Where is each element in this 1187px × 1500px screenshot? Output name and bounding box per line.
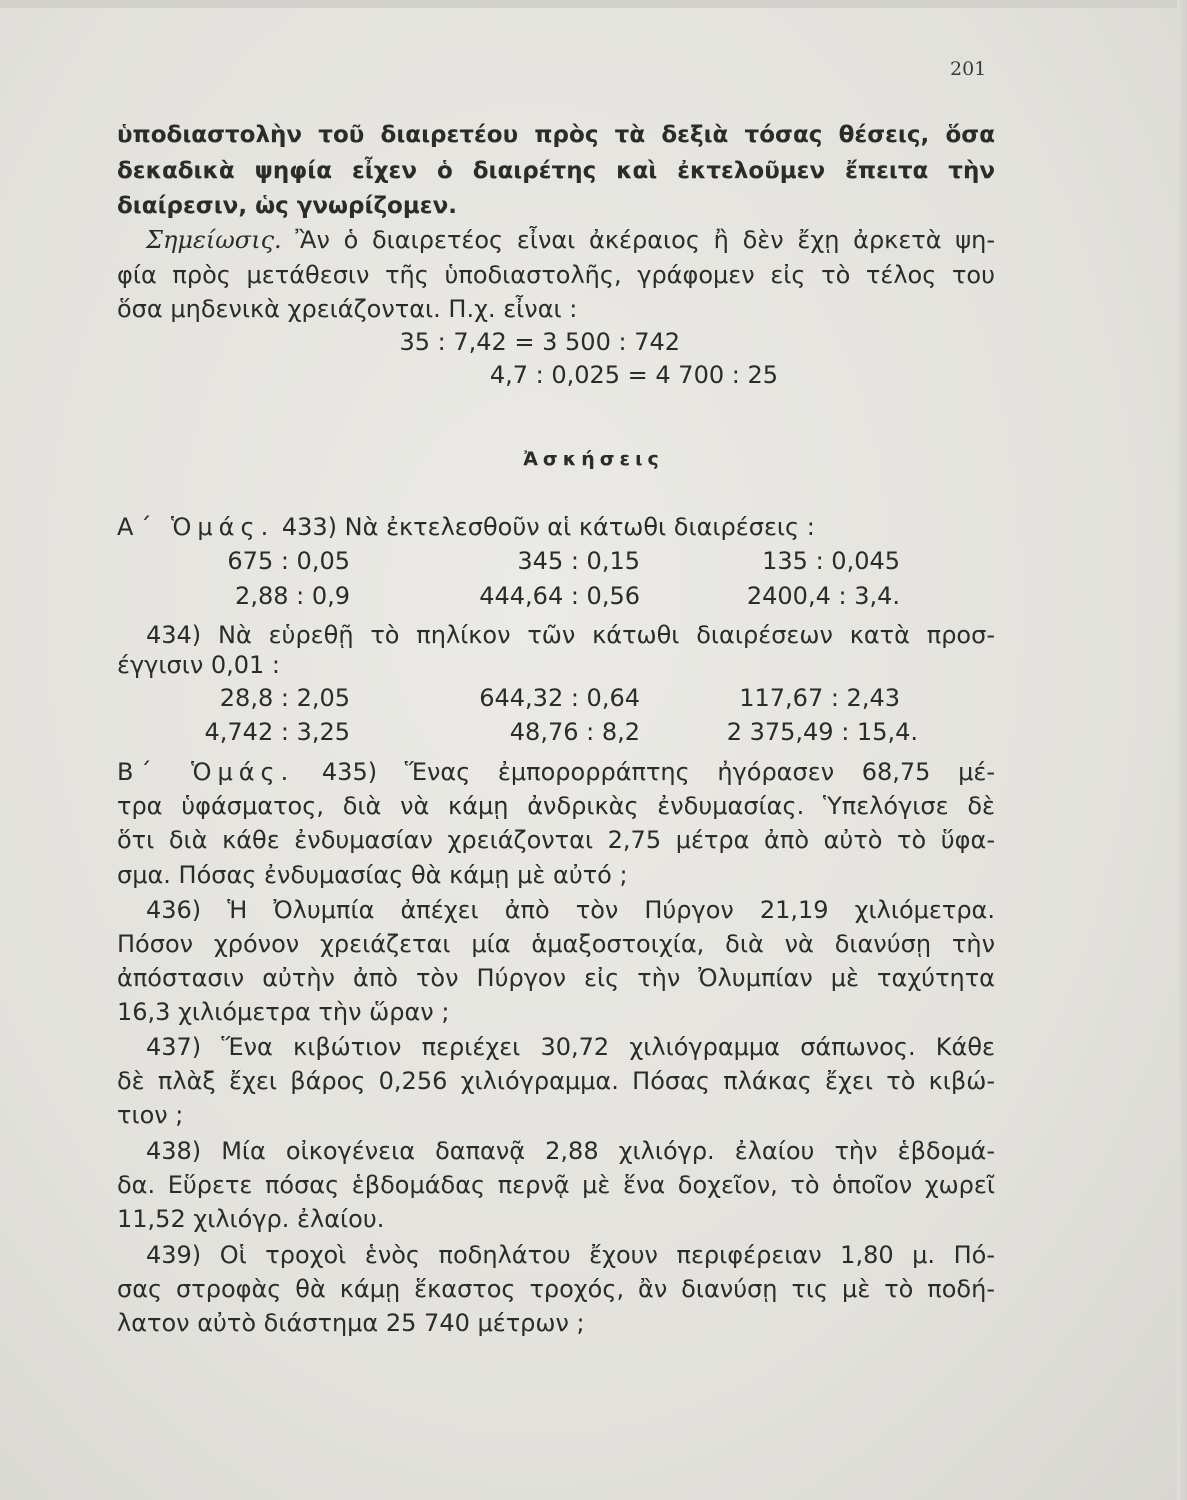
exercise-434-line-1: 434) Νὰ εὑρεθῇ τὸ πηλίκον τῶν κάτωθι διαιρέσεων κατὰ προσ- <box>146 621 995 649</box>
group-b-label: Β΄ Ὁμάς. <box>117 758 295 786</box>
division-cell: 644,32 : 0,64 <box>479 684 640 712</box>
division-cell: 2,88 : 0,9 <box>235 582 350 610</box>
exercise-438-line-1: 438) Μία οἰκογένεια δαπανᾷ 2,88 χιλιόγρ. ἐλαίου τὴν ἑβδομά- <box>146 1137 995 1165</box>
intro-line-1: ὑποδιαστολὴν τοῦ διαιρετέου πρὸς τὰ δεξιὰ τόσας θέσεις, ὅσα <box>117 122 995 148</box>
exercise-439-line-3: λατον αὐτὸ διάστημα 25 740 μέτρων ; <box>117 1309 585 1337</box>
page-number: 201 <box>950 58 987 80</box>
exercise-433-text: 433) Νὰ ἐκτελεσθοῦν αἱ κάτωθι διαιρέσεις : <box>281 513 815 541</box>
note-line-2: φία πρὸς μετάθεσιν τῆς ὑποδιαστολῆς, γράφομεν εἰς τὸ τέλος του <box>117 261 995 289</box>
note-line-1 <box>146 225 995 255</box>
exercise-434-line-2: έγγισιν 0,01 : <box>117 651 281 679</box>
exercise-437-line-2: δὲ πλὰξ ἔχει βάρος 0,256 χιλιόγραμμα. Πόσας πλάκας ἔχει τὸ κιβώ- <box>117 1067 995 1095</box>
note-equation-2: 4,7 : 0,025 = 4 700 : 25 <box>489 361 778 389</box>
exercise-437-line-3: τιον ; <box>117 1101 184 1129</box>
exercise-436-line-1: 436) Ἡ Ὀλυμπία ἀπέχει ἀπὸ τὸν Πύργον 21,19 χιλιόμετρα. <box>146 896 995 924</box>
note-label: Σημείωσις. <box>146 226 282 254</box>
intro-line-2: δεκαδικὰ ψηφία εἶχεν ὁ διαιρέτης καὶ ἐκτελοῦμεν ἔπειτα τὴν <box>117 158 995 184</box>
intro-line-3: διαίρεσιν, ὡς γνωρίζομεν. <box>117 193 457 219</box>
exercise-435-line-3: ὅτι διὰ κάθε ἐνδυμασίαν χρειάζονται 2,75 μέτρα ἀπὸ αὐτὸ τὸ ὕφα- <box>117 826 995 854</box>
exercise-436-line-3: ἀπόστασιν αὐτὴν ἀπὸ τὸν Πύργον εἰς τὴν Ὀλυμπίαν μὲ ταχύτητα <box>117 964 995 992</box>
division-cell: 48,76 : 8,2 <box>509 718 640 746</box>
note-line-3: ὅσα μηδενικὰ χρειάζονται. Π.χ. εἶναι : <box>117 295 578 323</box>
division-cell: 135 : 0,045 <box>762 547 900 575</box>
division-cell: 117,67 : 2,43 <box>739 684 900 712</box>
scan-edge-top <box>0 0 1187 8</box>
exercise-439-line-1: 439) Οἱ τροχοὶ ἑνὸς ποδηλάτου ἔχουν περιφέρειαν 1,80 μ. Πό- <box>146 1241 995 1269</box>
exercise-435-line-2: τρα ὑφάσματος, διὰ νὰ κάμῃ ἀνδρικὰς ἐνδυμασίας. Ὑπελόγισε δὲ <box>117 792 995 820</box>
division-cell: 444,64 : 0,56 <box>479 582 640 610</box>
division-cell: 345 : 0,15 <box>517 547 640 575</box>
exercise-436-line-2: Πόσον χρόνον χρειάζεται μία ἁμαξοστοιχία, διὰ νὰ διανύσῃ τὴν <box>117 930 995 958</box>
exercise-435-text: 435) Ἕνας ἐμπορορράπτης ἠγόρασεν 68,75 μέ- <box>294 758 995 786</box>
division-cell: 4,742 : 3,25 <box>204 718 350 746</box>
division-cell: 675 : 0,05 <box>227 547 350 575</box>
exercise-437-line-1: 437) Ἕνα κιβώτιον περιέχει 30,72 χιλιόγραμμα σάπωνος. Κάθε <box>146 1033 995 1061</box>
exercise-435-line-1 <box>117 757 995 787</box>
exercise-435-line-4: σμα. Πόσας ἐνδυμασίας θὰ κάμῃ μὲ αὐτό ; <box>117 861 628 889</box>
note-equation-1: 35 : 7,42 = 3 500 : 742 <box>399 328 680 356</box>
section-heading: Ἀσκήσεις <box>523 448 664 470</box>
division-cell: 2400,4 : 3,4. <box>746 582 900 610</box>
division-cell: 2 375,49 : 15,4. <box>726 718 918 746</box>
group-a-label: Α΄ Ὁμάς. <box>117 513 275 541</box>
exercise-433-line <box>117 512 815 542</box>
scan-edge-right <box>1177 0 1187 1500</box>
exercise-436-line-4: 16,3 χιλιόμετρα τὴν ὥραν ; <box>117 998 450 1026</box>
exercise-438-line-3: 11,52 χιλιόγρ. ἐλαίου. <box>117 1205 385 1233</box>
division-cell: 28,8 : 2,05 <box>219 684 350 712</box>
exercise-439-line-2: σας στροφὰς θὰ κάμῃ ἕκαστος τροχός, ἂν διανύσῃ τις μὲ τὸ ποδή- <box>117 1275 995 1303</box>
note-text-1: Ἂν ὁ διαιρετέος εἶναι ἀκέραιος ἢ δὲν ἔχῃ ἀρκετὰ ψη- <box>281 226 995 254</box>
exercise-438-line-2: δα. Εὕρετε πόσας ἑβδομάδας περνᾷ μὲ ἕνα δοχεῖον, τὸ ὁποῖον χωρεῖ <box>117 1171 995 1199</box>
